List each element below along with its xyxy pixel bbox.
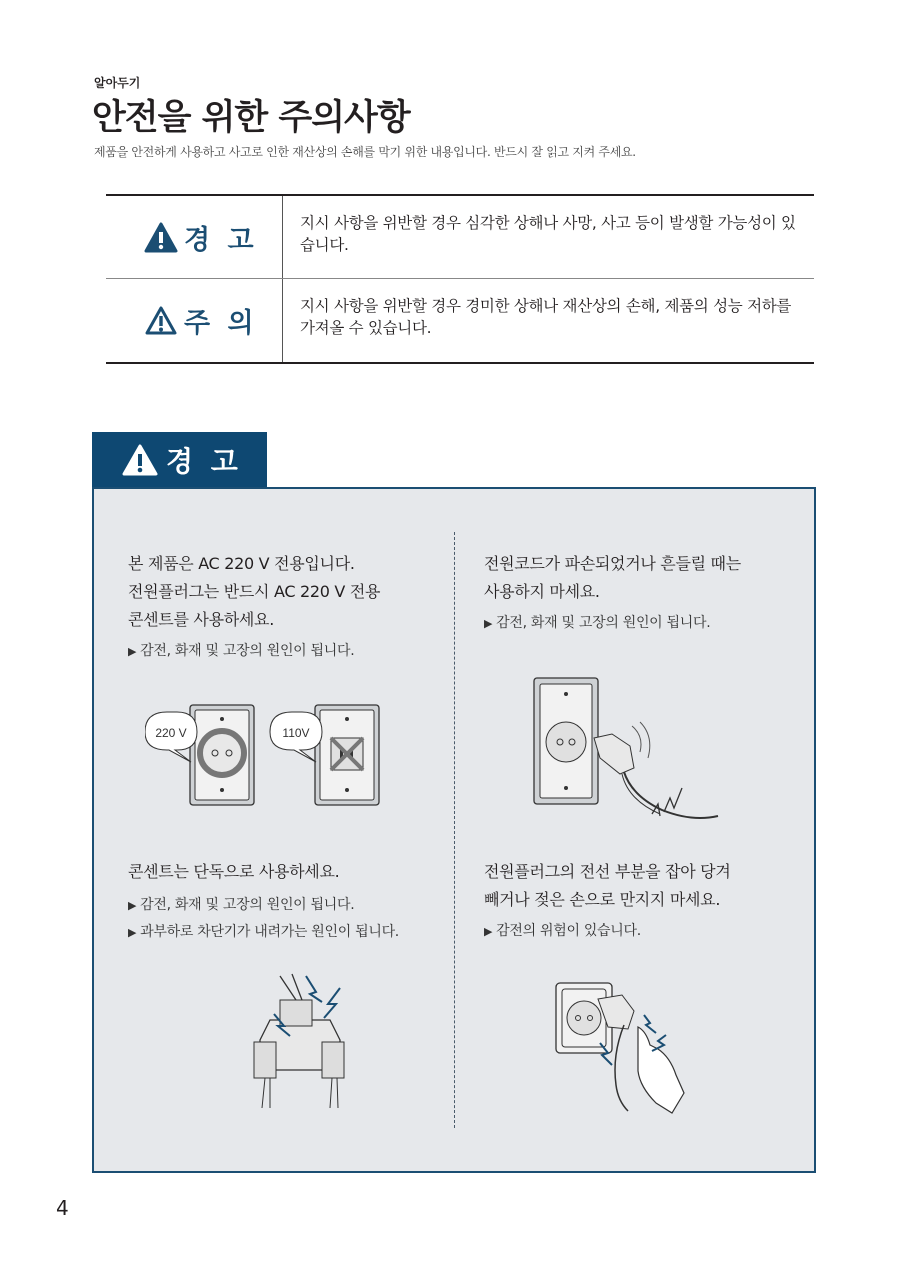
voltage-ok-badge: 220 V xyxy=(155,726,187,740)
section-kicker: 알아두기 xyxy=(94,76,141,90)
page-subtitle: 제품을 안전하게 사용하고 사고로 인한 재산상의 손해를 막기 위한 내용입니다. 반드시 잘 읽고 지켜 주세요. xyxy=(94,145,636,159)
page-number: 4 xyxy=(56,1196,69,1220)
item-bullet: ▶ 감전, 화재 및 고장의 원인이 됩니다. xyxy=(128,643,355,659)
item-text-line: 콘센트를 사용하세요. xyxy=(128,610,274,629)
legend-row-warning xyxy=(106,196,814,279)
warning-item-4 xyxy=(484,858,804,945)
item-text-line: 본 제품은 AC 220 V 전용입니다. xyxy=(128,554,355,573)
symbol-legend-table xyxy=(106,194,814,364)
warning-item-1 xyxy=(128,550,448,665)
legend-warning-label: 경 고 xyxy=(184,225,258,256)
item-text-line: 전원코드가 파손되었거나 흔들릴 때는 xyxy=(484,554,741,573)
warning-filled-icon xyxy=(122,444,158,477)
voltage-no-badge: 110V xyxy=(282,726,310,740)
triangle-bullet-icon: ▶ xyxy=(128,926,137,939)
item-bullet: ▶ 과부하로 차단기가 내려가는 원인이 됩니다. xyxy=(128,924,399,940)
caution-outline-icon xyxy=(144,305,178,337)
warning-tab-label: 경 고 xyxy=(166,445,242,478)
item-text-line: 전원플러그는 반드시 AC 220 V 전용 xyxy=(128,582,381,601)
triangle-bullet-icon: ▶ xyxy=(484,617,493,630)
page-title: 안전을 위한 주의사항 xyxy=(92,98,410,138)
warning-section-tab xyxy=(92,432,267,488)
warning-filled-icon xyxy=(144,222,178,254)
item-text-line: 빼거나 젖은 손으로 만지지 마세요. xyxy=(484,890,721,909)
item-bullet: ▶ 감전의 위험이 있습니다. xyxy=(484,923,641,939)
item-text-line: 콘센트는 단독으로 사용하세요. xyxy=(128,862,340,881)
triangle-bullet-icon: ▶ xyxy=(128,645,137,658)
legend-caution-description: 지시 사항을 위반할 경우 경미한 상해나 재산상의 손해, 제품의 성능 저하를 가져올 수 있습니다. xyxy=(300,297,792,337)
overloaded-multitap-illustration xyxy=(240,970,360,1110)
item-text-line: 사용하지 마세요. xyxy=(484,582,600,601)
outlet-voltage-illustration xyxy=(145,702,385,808)
item-text-line: 전원플러그의 전선 부분을 잡아 당겨 xyxy=(484,862,731,881)
legend-warning-description: 지시 사항을 위반할 경우 심각한 상해나 사망, 사고 등이 발생할 가능성이 있습니다. xyxy=(300,214,796,254)
legend-row-caution xyxy=(106,279,814,361)
warning-item-3 xyxy=(128,858,448,946)
legend-caution-label: 주 의 xyxy=(184,308,258,339)
triangle-bullet-icon: ▶ xyxy=(128,899,137,912)
column-divider xyxy=(454,532,455,1128)
item-bullet: ▶ 감전, 화재 및 고장의 원인이 됩니다. xyxy=(484,615,711,631)
wet-hand-plug-illustration xyxy=(552,975,702,1121)
warning-item-2 xyxy=(484,550,804,637)
item-bullet: ▶ 감전, 화재 및 고장의 원인이 됩니다. xyxy=(128,897,355,913)
damaged-cord-illustration xyxy=(532,676,722,826)
triangle-bullet-icon: ▶ xyxy=(484,925,493,938)
